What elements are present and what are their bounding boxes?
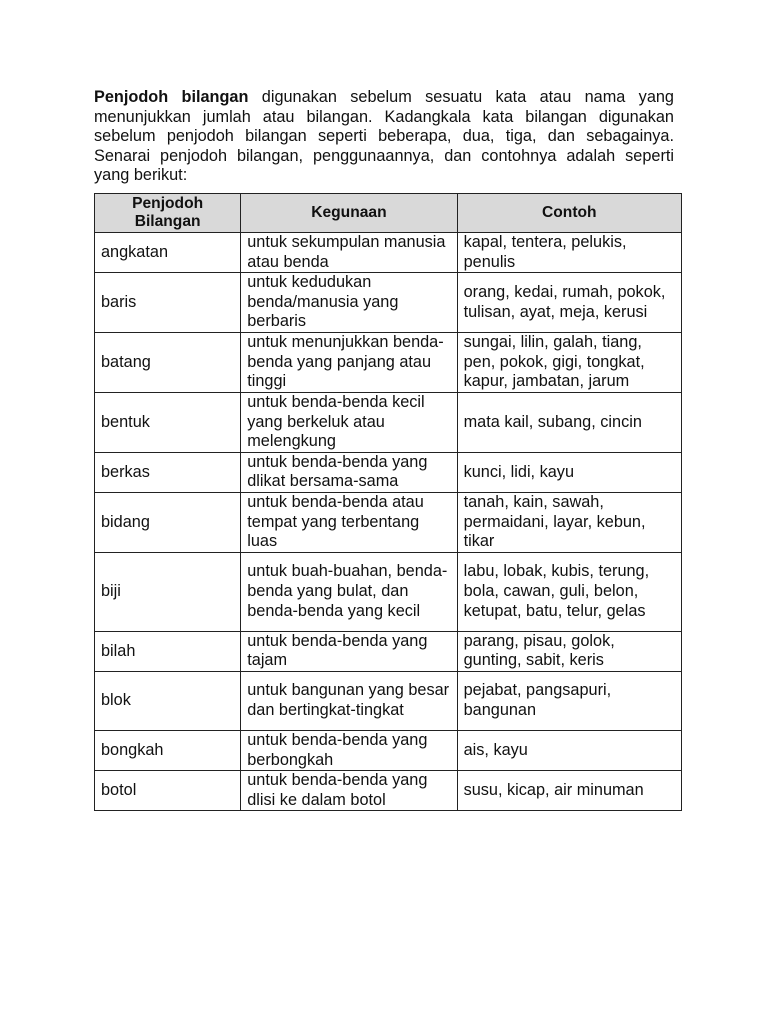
cell-usage: untuk bangunan yang besar dan bertingkat-tingkat: [241, 671, 457, 730]
cell-usage: untuk benda-benda atau tempat yang terbentang luas: [241, 492, 457, 552]
cell-word: bongkah: [95, 730, 241, 770]
cell-examples: tanah, kain, sawah, permaidani, layar, kebun, tikar: [457, 492, 681, 552]
cell-examples: kunci, lidi, kayu: [457, 452, 681, 492]
table-row: [95, 273, 682, 333]
penjodoh-bilangan-table: [94, 193, 682, 811]
cell-examples: mata kail, subang, cincin: [457, 392, 681, 452]
table-row: [95, 492, 682, 552]
cell-usage: untuk benda-benda yang berbongkah: [241, 730, 457, 770]
cell-examples: parang, pisau, golok, gunting, sabit, keris: [457, 631, 681, 671]
cell-examples: orang, kedai, rumah, pokok, tulisan, ayat, meja, kerusi: [457, 273, 681, 333]
header-penjodoh-bilangan: Penjodoh Bilangan: [95, 194, 241, 233]
cell-examples: susu, kicap, air minuman: [457, 771, 681, 811]
cell-word: baris: [95, 273, 241, 333]
cell-word: bidang: [95, 492, 241, 552]
cell-word: berkas: [95, 452, 241, 492]
cell-word: batang: [95, 332, 241, 392]
cell-examples: labu, lobak, kubis, terung, bola, cawan, guli, belon, ketupat, batu, telur, gelas: [457, 552, 681, 631]
intro-paragraph: [94, 88, 674, 186]
cell-usage: untuk benda-benda yang dlikat bersama-sama: [241, 452, 457, 492]
cell-usage: untuk sekumpulan manusia atau benda: [241, 233, 457, 273]
cell-word: angkatan: [95, 233, 241, 273]
cell-usage: untuk benda-benda yang dlisi ke dalam botol: [241, 771, 457, 811]
cell-examples: sungai, lilin, galah, tiang, pen, pokok, gigi, tongkat, kapur, jambatan, jarum: [457, 332, 681, 392]
cell-usage: untuk benda-benda yang tajam: [241, 631, 457, 671]
table-row: [95, 730, 682, 770]
table-row: [95, 671, 682, 730]
cell-usage: untuk benda-benda kecil yang berkeluk atau melengkung: [241, 392, 457, 452]
table-row: [95, 332, 682, 392]
cell-word: bentuk: [95, 392, 241, 452]
table-row: [95, 552, 682, 631]
cell-word: botol: [95, 771, 241, 811]
table-row: [95, 631, 682, 671]
cell-examples: pejabat, pangsapuri, bangunan: [457, 671, 681, 730]
cell-usage: untuk kedudukan benda/manusia yang berbaris: [241, 273, 457, 333]
table-row: [95, 233, 682, 273]
intro-text: digunakan sebelum sesuatu kata atau nama yang menunjukkan jumlah atau bilangan. Kadangkala kata bilangan digunakan sebelum penjodoh bilangan seperti beberapa, dua, tiga, dan sebagainya. Senarai penjodoh bilangan, penggunaannya, dan contohnya adalah seperti yang berikut:: [94, 88, 674, 185]
cell-word: bilah: [95, 631, 241, 671]
table-header-row: [95, 194, 682, 233]
cell-usage: untuk buah-buahan, benda-benda yang bulat, dan benda-benda yang kecil: [241, 552, 457, 631]
cell-word: biji: [95, 552, 241, 631]
cell-examples: ais, kayu: [457, 730, 681, 770]
table-row: [95, 771, 682, 811]
table-row: [95, 452, 682, 492]
header-kegunaan: Kegunaan: [241, 194, 457, 233]
cell-usage: untuk menunjukkan benda-benda yang panjang atau tinggi: [241, 332, 457, 392]
cell-word: blok: [95, 671, 241, 730]
table-row: [95, 392, 682, 452]
intro-bold-term: Penjodoh bilangan: [94, 88, 249, 106]
header-contoh: Contoh: [457, 194, 681, 233]
cell-examples: kapal, tentera, pelukis, penulis: [457, 233, 681, 273]
